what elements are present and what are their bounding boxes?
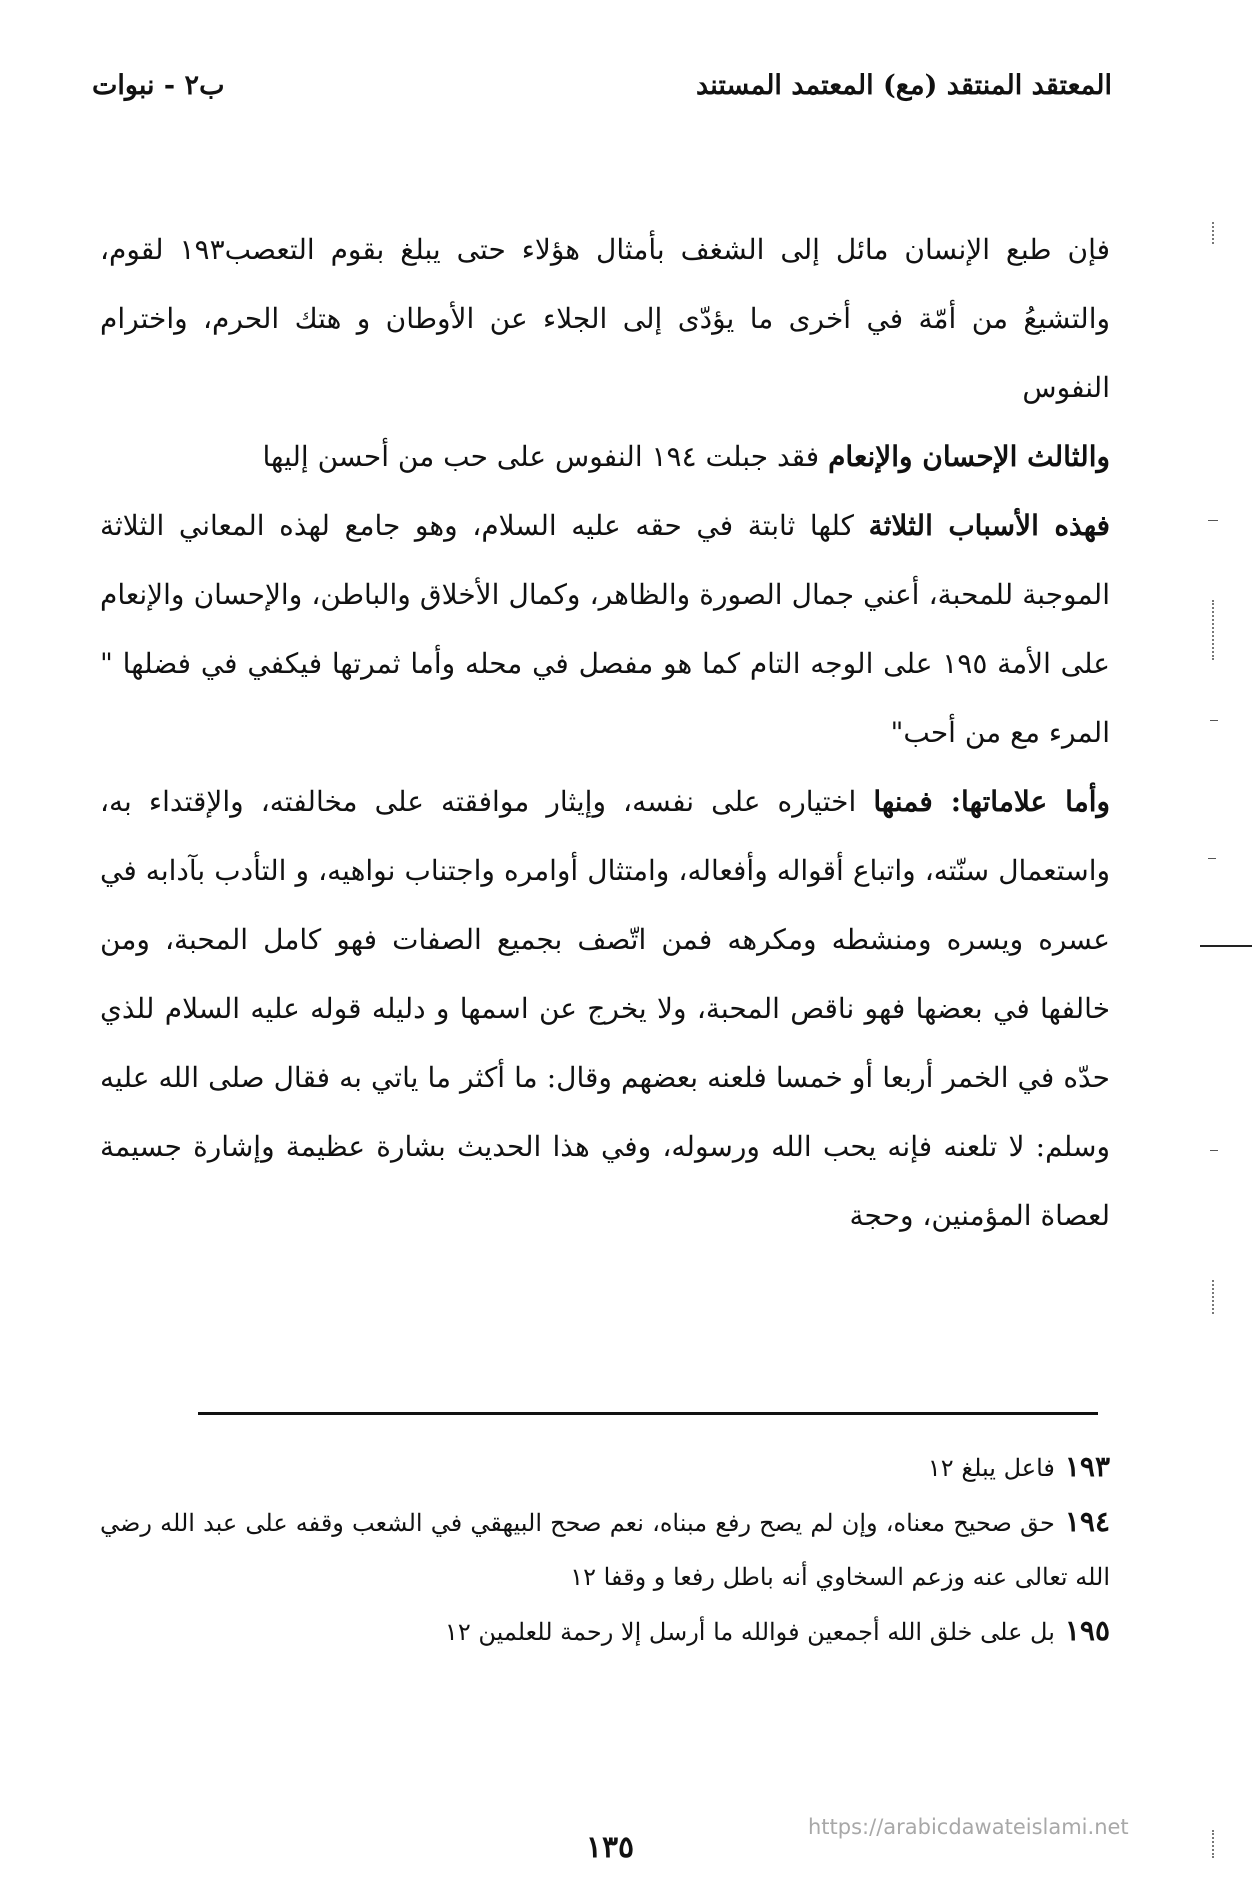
- header-title: المعتقد المنتقد (مع) المعتمد المستند: [696, 70, 1112, 101]
- footnote-text: بل على خلق الله أجمعين فوالله ما أرسل إلا رحمة للعلمين ١٢: [444, 1618, 1055, 1646]
- footnotes: [100, 1440, 1110, 1659]
- scan-margin-mark: [1212, 1830, 1218, 1858]
- scan-margin-mark: [1212, 1280, 1218, 1314]
- main-text: [100, 215, 1110, 1250]
- footnote-number: ١٩٤: [1064, 1505, 1110, 1538]
- paragraph-text: اختياره على نفسه، وإيثار موافقته على مخالفته، والإقتداء به، واستعمال سنّته، واتباع أقواله وأفعاله، وامتثال أوامره واجتناب نواهيه، و التأدب بآدابه في عسره ويسره ومنشطه ومكرهه فمن اتّصف بجميع الصفات فهو كامل المحبة، ومن خالفها في بعضها فهو ناقص المحبة، ولا يخرج عن اسمها و دليله قوله عليه السلام للذي حدّه في الخمر أربعا أو خمسا فلعنه بعضهم وقال: ما أكثر ما ياتي به فقال صلى الله عليه وسلم: لا تلعنه فإنه يحب الله ورسوله، وفي هذا الحديث بشارة عظيمة وإشارة جسيمة لعصاة المؤمنين، وحجة: [100, 785, 1110, 1232]
- footnote-number: ١٩٣: [1064, 1450, 1110, 1483]
- paragraph-2: [100, 422, 1110, 491]
- footnote-195: [100, 1604, 1110, 1659]
- scan-margin-mark: [1212, 222, 1218, 244]
- paragraph-lead: فهذه الأسباب الثلاثة: [868, 509, 1110, 542]
- paragraph-text: فقد جبلت ١٩٤ النفوس على حب من أحسن إليها: [262, 440, 829, 473]
- footnote-text: حق صحيح معناه، وإن لم يصح رفع مبناه، نعم صحح البيهقي في الشعب وقفه على عبد الله رضي الله تعالى عنه وزعم السخاوي أنه باطل رفعا و وقفا ١٢: [100, 1509, 1110, 1591]
- paragraph-lead: والثالث الإحسان والإنعام: [828, 440, 1110, 473]
- paragraph-1: [100, 215, 1110, 422]
- paragraph-4: [100, 767, 1110, 1250]
- paragraph-text: كلها ثابتة في حقه عليه السلام، وهو جامع لهذه المعاني الثلاثة الموجبة للمحبة، أعني جمال الصورة والظاهر، وكمال الأخلاق والباطن، والإحسان والإنعام على الأمة ١٩٥ على الوجه التام كما هو مفصل في محله وأما ثمرتها فيكفي في فضلها " المرء مع من أحب": [100, 509, 1110, 749]
- scan-margin-mark: [1200, 945, 1252, 947]
- footnote-193: [100, 1440, 1110, 1495]
- paragraph-lead: وأما علاماتها: فمنها: [873, 785, 1110, 818]
- footnote-194: [100, 1495, 1110, 1604]
- footnote-text: فاعل يبلغ ١٢: [927, 1454, 1055, 1482]
- scan-margin-mark: [1208, 858, 1216, 859]
- watermark-url: https://arabicdawateislami.net: [808, 1815, 1129, 1839]
- paragraph-3: [100, 491, 1110, 767]
- header-volume: ب٢ - نبوات: [92, 70, 225, 101]
- footnote-number: ١٩٥: [1064, 1614, 1110, 1647]
- paragraph-text: فإن طبع الإنسان مائل إلى الشغف بأمثال هؤلاء حتى يبلغ بقوم التعصب١٩٣ لقوم، والتشيعُ من أمّة في أخرى ما يؤدّى إلى الجلاء عن الأوطان و هتك الحرم، واخترام النفوس: [100, 233, 1110, 404]
- running-header: [92, 70, 1112, 101]
- scan-margin-mark: [1208, 520, 1218, 521]
- scan-margin-mark: [1210, 1150, 1218, 1151]
- footnote-divider: [198, 1412, 1098, 1415]
- page-number: ١٣٥: [585, 1830, 635, 1865]
- scan-margin-mark: [1210, 720, 1218, 721]
- scan-margin-mark: [1212, 600, 1218, 660]
